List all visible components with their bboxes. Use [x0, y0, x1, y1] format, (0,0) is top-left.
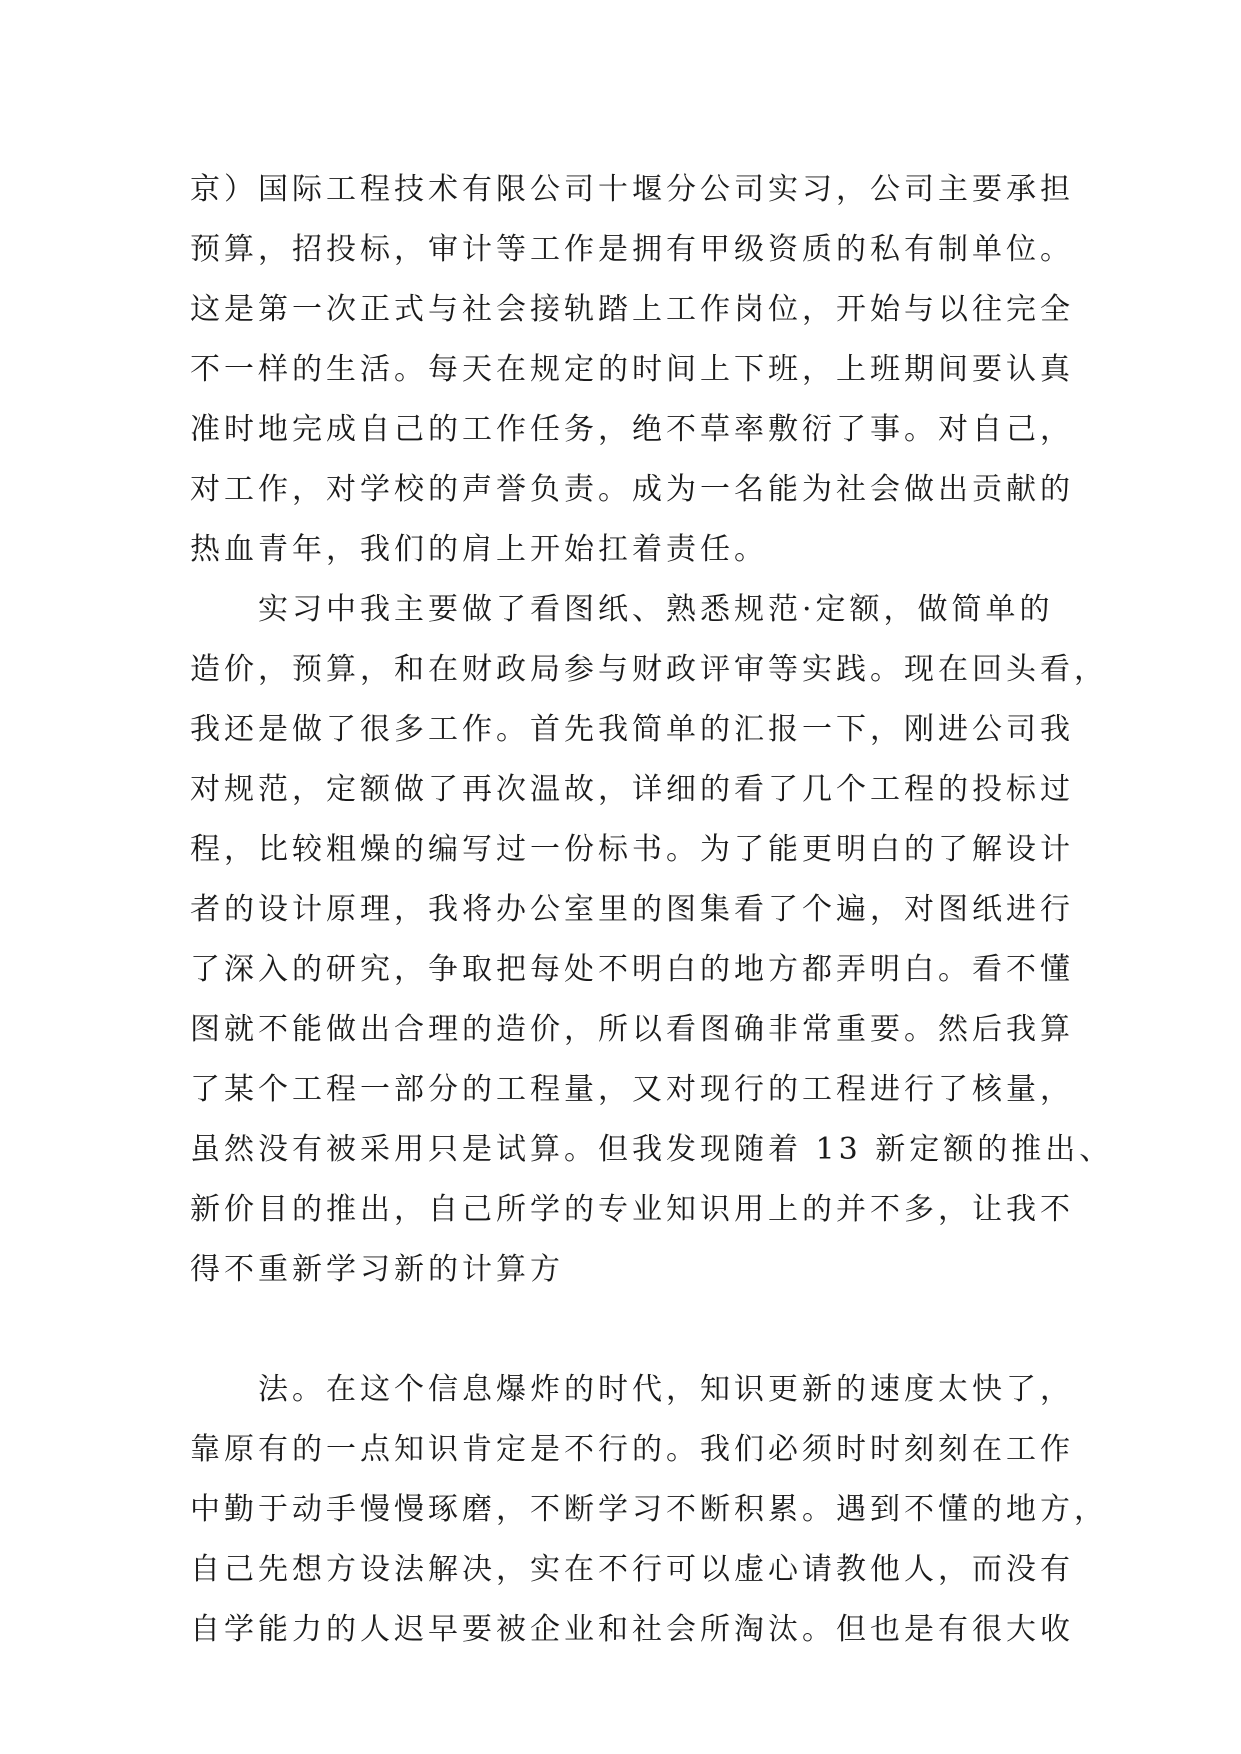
text-line: 靠原有的一点知识肯定是不行的。我们必须时时刻刻在工作	[190, 1432, 1074, 1467]
text-line: 准时地完成自己的工作任务，绝不草率敷衍了事。对自己，	[190, 412, 1074, 447]
text-line: 预算，招投标，审计等工作是拥有甲级资质的私有制单位。	[190, 232, 1074, 267]
text-line	[190, 1300, 1050, 1360]
text-line: 京）国际工程技术有限公司十堰分公司实习，公司主要承担	[190, 172, 1074, 207]
text-line: 对工作，对学校的声誉负责。成为一名能为社会做出贡献的	[190, 472, 1074, 507]
document-body	[190, 160, 1114, 1660]
text-line: 者的设计原理，我将办公室里的图集看了个遍，对图纸进行	[190, 892, 1074, 927]
paragraph	[190, 160, 1074, 580]
text-line: 法。在这个信息爆炸的时代，知识更新的速度太快了，	[258, 1372, 1074, 1407]
text-line: 图就不能做出合理的造价，所以看图确非常重要。然后我算	[190, 1012, 1074, 1047]
text-line: 热血青年，我们的肩上开始扛着责任。	[190, 532, 768, 567]
text-line: 得不重新学习新的计算方	[190, 1252, 564, 1287]
text-line: 对规范，定额做了再次温故，详细的看了几个工程的投标过	[190, 772, 1074, 807]
paragraph	[190, 1360, 1108, 1660]
text-line: 中勤于动手慢慢琢磨，不断学习不断积累。遇到不懂的地方，	[190, 1492, 1108, 1527]
text-line: 我还是做了很多工作。首先我简单的汇报一下，刚进公司我	[190, 712, 1074, 747]
text-line: 造价，预算，和在财政局参与财政评审等实践。现在回头看，	[190, 652, 1108, 687]
text-line: 自己先想方设法解决，实在不行可以虚心请教他人，而没有	[190, 1552, 1074, 1587]
text-line: 了深入的研究，争取把每处不明白的地方都弄明白。看不懂	[190, 952, 1074, 987]
text-line: 虽然没有被采用只是试算。但我发现随着 13 新定额的推出、	[190, 1132, 1114, 1167]
text-line: 程，比较粗燥的编写过一份标书。为了能更明白的了解设计	[190, 832, 1074, 867]
text-line: 这是第一次正式与社会接轨踏上工作岗位，开始与以往完全	[190, 292, 1074, 327]
text-line: 了某个工程一部分的工程量，又对现行的工程进行了核量，	[190, 1072, 1074, 1107]
text-line: 实习中我主要做了看图纸、熟悉规范·定额，做简单的	[258, 592, 1054, 627]
text-line: 新价目的推出，自己所学的专业知识用上的并不多，让我不	[190, 1192, 1074, 1227]
paragraph	[190, 580, 1114, 1360]
text-line: 自学能力的人迟早要被企业和社会所淘汰。但也是有很大收	[190, 1612, 1074, 1647]
text-line: 不一样的生活。每天在规定的时间上下班，上班期间要认真	[190, 352, 1074, 387]
